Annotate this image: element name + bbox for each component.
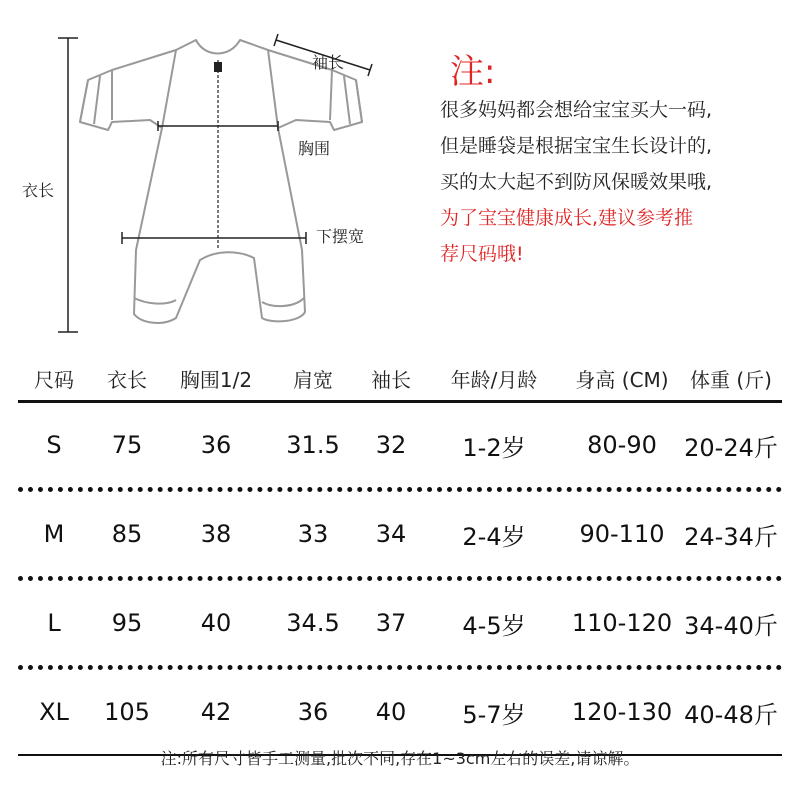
table-row: [18, 670, 782, 754]
cell-length: 105: [104, 698, 150, 726]
cell-age: 5-7岁: [462, 700, 526, 729]
cell-chest: 38: [200, 520, 232, 548]
header-size: 尺码: [34, 367, 74, 392]
note-line: 但是睡袋是根据宝宝生长设计的,: [440, 135, 713, 157]
cell-weight: 24-34斤: [684, 522, 778, 551]
cell-age: 1-2岁: [462, 433, 526, 462]
cell-height: 90-110: [579, 520, 665, 548]
cell-weight: 40-48斤: [684, 700, 778, 729]
cell-size: M: [43, 520, 65, 548]
cell-chest: 36: [200, 431, 232, 459]
cell-length: 75: [111, 431, 143, 459]
table-row: [18, 581, 782, 665]
cell-age: 4-5岁: [462, 611, 526, 640]
cell-shoulder: 31.5: [286, 431, 340, 459]
note-line-highlight: 为了宝宝健康成长,建议参考推: [440, 207, 694, 229]
cell-height: 110-120: [571, 609, 673, 637]
cell-chest: 42: [200, 698, 232, 726]
note-line: 买的太大起不到防风保暖效果哦,: [440, 171, 713, 193]
chest-label: 胸围: [298, 139, 331, 158]
header-chest: 胸围1/2: [179, 367, 253, 392]
size-table: [18, 356, 782, 756]
header-shoulder: 肩宽: [293, 367, 333, 392]
cell-age: 2-4岁: [462, 522, 526, 551]
table-row: [18, 403, 782, 487]
hem-width-label: 下摆宽: [316, 227, 365, 246]
note-line: 很多妈妈都会想给宝宝买大一码,: [440, 99, 713, 121]
cell-shoulder: 36: [297, 698, 329, 726]
cell-height: 120-130: [571, 698, 673, 726]
cell-weight: 20-24斤: [684, 433, 778, 462]
table-header: [18, 356, 782, 400]
table-row: [18, 492, 782, 576]
header-length: 衣长: [107, 367, 147, 392]
cell-length: 85: [111, 520, 143, 548]
header-sleeve: 袖长: [371, 367, 411, 392]
header-weight: 体重 (斤): [690, 367, 772, 392]
size-advice-note: [440, 52, 790, 272]
cell-length: 95: [111, 609, 143, 637]
cell-sleeve: 34: [375, 520, 407, 548]
cell-weight: 34-40斤: [684, 611, 778, 640]
note-line-highlight: 荐尺码哦!: [440, 243, 524, 265]
garment-diagram: [0, 0, 430, 350]
header-height: 身高 (CM): [575, 367, 669, 392]
cell-shoulder: 34.5: [286, 609, 340, 637]
cell-size: XL: [39, 698, 69, 726]
cell-sleeve: 40: [375, 698, 407, 726]
note-title: 注:: [450, 52, 496, 92]
cell-size: S: [46, 431, 62, 459]
cell-size: L: [47, 609, 61, 637]
header-age: 年龄/月龄: [450, 367, 538, 392]
cell-height: 80-90: [587, 431, 657, 459]
sleeve-length-label: 袖长: [312, 53, 345, 72]
cell-chest: 40: [200, 609, 232, 637]
cell-shoulder: 33: [297, 520, 329, 548]
sleep-sack-illustration: [0, 0, 430, 350]
measurement-disclaimer: 注:所有尺寸皆手工测量,批次不同,存在1~3cm左右的误差,请谅解。: [160, 749, 640, 768]
cell-sleeve: 32: [375, 431, 407, 459]
length-label: 衣长: [22, 181, 55, 200]
cell-sleeve: 37: [375, 609, 407, 637]
